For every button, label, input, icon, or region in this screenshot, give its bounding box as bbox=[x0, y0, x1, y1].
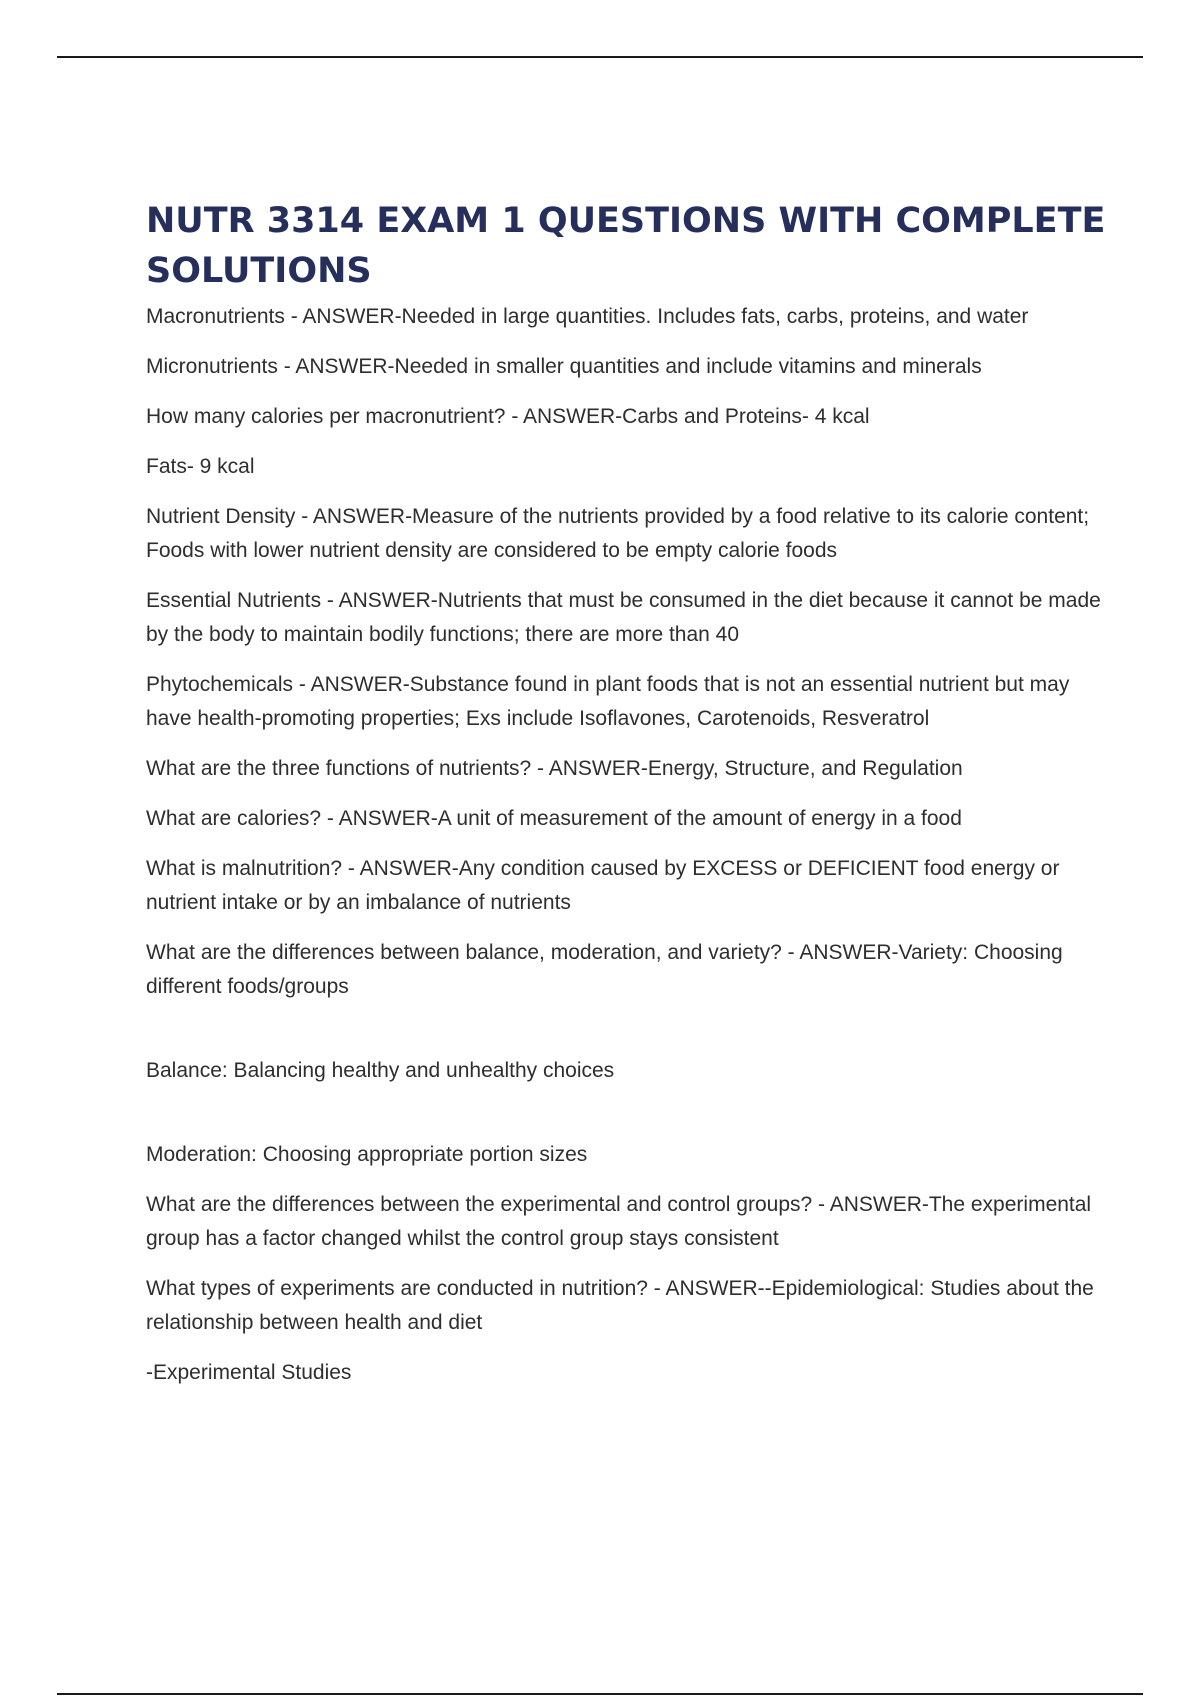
qa-entry: -Experimental Studies bbox=[146, 1361, 352, 1384]
qa-list bbox=[146, 300, 1106, 1390]
qa-entry: What are the differences between balance, moderation, and variety? - ANSWER-Variety: Choosing different foods/groups bbox=[146, 941, 1063, 998]
qa-entry: Macronutrients - ANSWER-Needed in large quantities. Includes fats, carbs, proteins, and water bbox=[146, 305, 1029, 328]
document-page bbox=[146, 196, 1106, 1406]
qa-entry: What types of experiments are conducted in nutrition? - ANSWER--Epidemiological: Studies about the relationship between health and diet bbox=[146, 1277, 1094, 1334]
qa-entry: What is malnutrition? - ANSWER-Any condition caused by EXCESS or DEFICIENT food energy or nutrient intake or by an imbalance of nutrients bbox=[146, 857, 1060, 914]
qa-entry: Nutrient Density - ANSWER-Measure of the nutrients provided by a food relative to its calorie content; Foods with lower nutrient density are considered to be empty calorie foods bbox=[146, 505, 1090, 562]
qa-entry: Moderation: Choosing appropriate portion sizes bbox=[146, 1143, 588, 1166]
header-rule bbox=[57, 56, 1143, 58]
qa-entry: What are the three functions of nutrients? - ANSWER-Energy, Structure, and Regulation bbox=[146, 757, 963, 780]
qa-entry: What are calories? - ANSWER-A unit of measurement of the amount of energy in a food bbox=[146, 807, 962, 830]
qa-entry: How many calories per macronutrient? - ANSWER-Carbs and Proteins- 4 kcal bbox=[146, 405, 870, 428]
qa-entry: Essential Nutrients - ANSWER-Nutrients that must be consumed in the diet because it cannot be made by the body to maintain bodily functions; there are more than 40 bbox=[146, 589, 1101, 646]
qa-entry: Phytochemicals - ANSWER-Substance found in plant foods that is not an essential nutrient but may have health-promoting properties; Exs include Isoflavones, Carotenoids, Resveratrol bbox=[146, 673, 1070, 730]
footer-rule bbox=[57, 1693, 1143, 1695]
qa-entry: Balance: Balancing healthy and unhealthy choices bbox=[146, 1059, 615, 1082]
qa-entry: Fats- 9 kcal bbox=[146, 455, 255, 478]
qa-entry: What are the differences between the experimental and control groups? - ANSWER-The experimental group has a factor changed whilst the control group stays consistent bbox=[146, 1193, 1092, 1250]
qa-entry: Micronutrients - ANSWER-Needed in smaller quantities and include vitamins and minerals bbox=[146, 355, 982, 378]
document-title: NUTR 3314 EXAM 1 QUESTIONS WITH COMPLETE SOLUTIONS bbox=[146, 201, 1106, 291]
